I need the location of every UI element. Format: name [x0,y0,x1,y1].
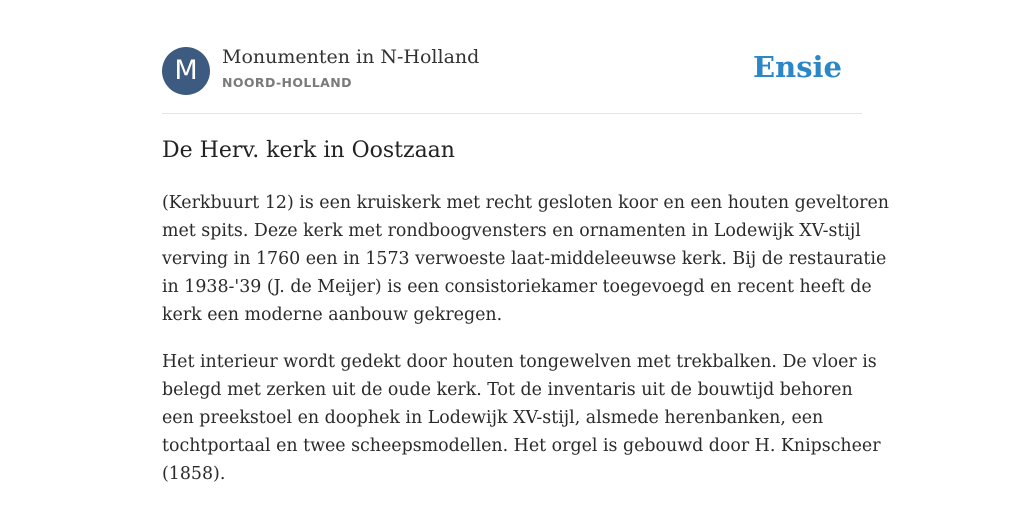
header-divider [162,113,862,114]
source-name-link[interactable]: Monumenten in N-Holland [222,46,480,68]
paragraph-line: tochtportaal en twee scheepsmodellen. Het orgel is gebouwd door H. Knipscheer [162,436,881,456]
paragraph-line: belegd met zerken uit de oude kerk. Tot de inventaris uit de bouwtijd behoren [162,380,853,400]
source-region-label: NOORD-HOLLAND [222,75,352,90]
paragraph-line: kerk een moderne aanbouw gekregen. [162,305,503,325]
ensie-logo[interactable]: Ensie [753,50,842,84]
avatar[interactable]: M [162,47,210,95]
article-paragraph [162,189,889,329]
paragraph-line: een preekstoel en doophek in Lodewijk XV-stijl, alsmede herenbanken, een [162,408,824,428]
article-title: De Herv. kerk in Oostzaan [162,138,455,163]
source-header [162,46,862,96]
paragraph-line: in 1938-'39 (J. de Meijer) is een consistoriekamer toegevoegd en recent heeft de [162,277,872,297]
article-paragraph [162,348,881,488]
paragraph-line: (1858). [162,464,226,484]
paragraph-line: Het interieur wordt gedekt door houten tongewelven met trekbalken. De vloer is [162,352,877,372]
paragraph-line: met spits. Deze kerk met rondboogvensters en ornamenten in Lodewijk XV-stijl [162,221,861,241]
article-body [162,189,889,507]
paragraph-line: (Kerkbuurt 12) is een kruiskerk met recht gesloten koor en een houten geveltoren [162,193,889,213]
paragraph-line: verving in 1760 een in 1573 verwoeste laat-middeleeuwse kerk. Bij de restauratie [162,249,887,269]
